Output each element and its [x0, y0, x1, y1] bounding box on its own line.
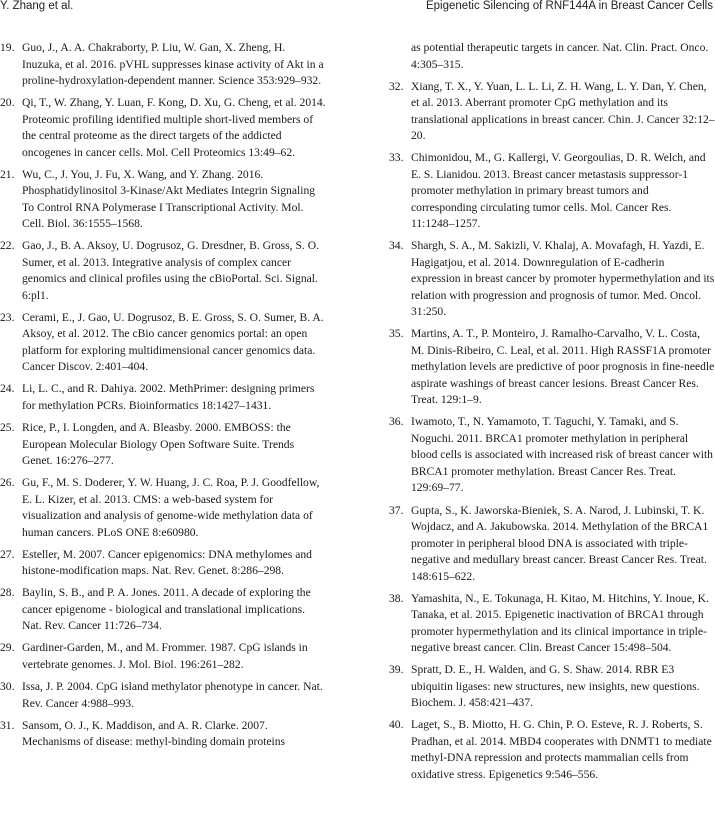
reference-number: 33.	[389, 151, 404, 165]
reference-item	[0, 238, 326, 304]
reference-item	[389, 591, 715, 657]
reference-item	[389, 414, 715, 497]
references-right-column	[389, 40, 715, 789]
running-header	[0, 0, 715, 22]
reference-number: 35.	[389, 327, 404, 341]
reference-number: 26.	[0, 476, 15, 490]
reference-text: Spratt, D. E., H. Walden, and G. S. Shaw. 2014. RBR E3 ubiquitin ligases: new structures, new insights, new questions. Biochem. J. 458:421–437.	[411, 663, 700, 710]
reference-item	[0, 718, 326, 751]
reference-item	[0, 40, 326, 90]
reference-text: Iwamoto, T., N. Yamamoto, T. Taguchi, Y. Tamaki, and S. Noguchi. 2011. BRCA1 promoter methylation in peripheral blood cells is associated with increased risk of breast cancer with BRCA1 promoter methylation. Breast Cancer Res. Treat. 129:69–77.	[411, 415, 713, 495]
reference-text: Shargh, S. A., M. Sakizli, V. Khalaj, A. Movafagh, H. Yazdi, E. Hagigatjou, et al. 2014. Downregulation of E-cadherin expression in breast cancer by promoter hypermethylation and its relation with progression and prognosis of tumor. Med. Oncol. 31:250.	[411, 239, 715, 319]
reference-text: as potential therapeutic targets in cancer. Nat. Clin. Pract. Onco. 4:305–315.	[411, 41, 709, 71]
reference-item	[0, 95, 326, 161]
reference-text: Martins, A. T., P. Monteiro, J. Ramalho-Carvalho, V. L. Costa, M. Dinis-Ribeiro, C. Leal, et al. 2011. High RASSF1A promoter methylation levels are predictive of poor prognosis in fine-needle aspirate washings of breast cancer lesions. Breast Cancer Res. Treat. 129:1–9.	[411, 327, 715, 407]
references-left-column	[0, 40, 326, 756]
reference-text: Esteller, M. 2007. Cancer epigenomics: DNA methylomes and histone-modification maps. Nat. Rev. Genet. 8:286–298.	[22, 547, 312, 578]
reference-item	[389, 717, 715, 783]
reference-item	[389, 79, 715, 145]
reference-number: 30.	[0, 680, 15, 694]
reference-number: 21.	[0, 167, 15, 181]
reference-number: 23.	[0, 310, 15, 324]
reference-text: Cerami, E., J. Gao, U. Dogrusoz, B. E. Gross, S. O. Sumer, B. A. Aksoy, et al. 2012. The cBio cancer genomics portal: an open platform for exploring multidimensional cancer genomics data. Cancer Discov. 2:401–404.	[22, 310, 324, 374]
reference-number: 24.	[0, 382, 15, 396]
reference-number: 40.	[389, 718, 404, 732]
reference-item	[389, 503, 715, 586]
reference-number: 31.	[0, 718, 15, 732]
reference-item	[389, 150, 715, 233]
reference-item	[0, 475, 326, 541]
reference-text: Guo, J., A. A. Chakraborty, P. Liu, W. Gan, X. Zheng, H. Inuzuka, et al. 2016. pVHL suppresses kinase activity of Akt in a proline-hydroxylation-dependent manner. Science 353:929–932.	[22, 41, 324, 87]
reference-item	[389, 326, 715, 409]
reference-item	[389, 662, 715, 712]
reference-text: Qi, T., W. Zhang, Y. Luan, F. Kong, D. Xu, G. Cheng, et al. 2014. Proteomic profiling identified multiple short-lived members of the central proteome as the direct targets of the addicted oncogenes in cancer cells. Mol. Cell Proteomics 13:49–62.	[22, 96, 326, 159]
reference-text: Rice, P., I. Longden, and A. Bleasby. 2000. EMBOSS: the European Molecular Biology Open Software Suite. Trends Genet. 16:276–277.	[22, 421, 295, 468]
reference-text: Baylin, S. B., and P. A. Jones. 2011. A decade of exploring the cancer epigenome - biological and translational implications. Nat. Rev. Cancer 11:726–734.	[22, 586, 311, 633]
reference-text: Laget, S., B. Miotto, H. G. Chin, P. O. Esteve, R. J. Roberts, S. Pradhan, et al. 2014. MBD4 cooperates with DNMT1 to mediate methyl-DNA repression and protects mammalian cells from oxidative stress. Epigenetics 9:546–556.	[411, 718, 712, 781]
reference-text: Gupta, S., K. Jaworska-Bieniek, S. A. Narod, J. Lubinski, T. K. Wojdacz, and A. Jakubowska. 2014. Methylation of the BRCA1 promoter in peripheral blood DNA is associated with triple-negative and medullary breast cancer. Breast Cancer Res. Treat. 148:615–622.	[411, 503, 709, 583]
reference-text: Gao, J., B. A. Aksoy, U. Dogrusoz, G. Dresdner, B. Gross, S. O. Sumer, et al. 2013. Integrative analysis of complex cancer genomics and clinical profiles using the cBioPortal. Sci. Signal. 6:pl1.	[22, 239, 319, 302]
reference-item	[0, 640, 326, 673]
reference-number: 20.	[0, 96, 15, 110]
reference-continuation	[389, 40, 715, 73]
reference-text: Xiang, T. X., Y. Yuan, L. L. Li, Z. H. Wang, L. Y. Dan, Y. Chen, et al. 2013. Aberrant promoter CpG methylation and its translational applications in breast cancer. Chin. J. Cancer 32:12–20.	[411, 79, 715, 143]
reference-text: Chimonidou, M., G. Kallergi, V. Georgoulias, D. R. Welch, and E. S. Lianidou. 2013. Breast cancer metastasis suppressor-1 promoter methylation in primary breast tumors and corresponding circulating tumor cells. Mol. Cancer Res. 11:1248–1257.	[411, 151, 706, 231]
header-authors: Y. Zhang et al.	[0, 0, 74, 12]
reference-number: 27.	[0, 547, 15, 561]
reference-item	[389, 238, 715, 321]
reference-text: Sansom, O. J., K. Maddison, and A. R. Clarke. 2007. Mechanisms of disease: methyl-binding domain proteins	[22, 718, 286, 749]
reference-number: 39.	[389, 663, 404, 677]
reference-number: 36.	[389, 415, 404, 429]
reference-item	[0, 381, 326, 414]
reference-text: Li, L. C., and R. Dahiya. 2002. MethPrimer: designing primers for methylation PCRs. Bioinformatics 18:1427–1431.	[22, 382, 315, 412]
reference-number: 38.	[389, 591, 404, 605]
reference-text: Wu, C., J. You, J. Fu, X. Wang, and Y. Zhang. 2016. Phosphatidylinositol 3-Kinase/Akt Mediates Integrin Signaling To Control RNA Polymerase I Transcriptional Activity. Mol. Cell. Biol. 36:1555–1568.	[22, 167, 316, 231]
reference-item	[0, 310, 326, 376]
reference-number: 22.	[0, 239, 15, 253]
reference-item	[0, 547, 326, 580]
reference-text: Gardiner-Garden, M., and M. Frommer. 1987. CpG islands in vertebrate genomes. J. Mol. Biol. 196:261–282.	[22, 641, 308, 671]
reference-number: 34.	[389, 239, 404, 253]
reference-item	[0, 679, 326, 712]
reference-number: 29.	[0, 641, 15, 655]
reference-number: 37.	[389, 503, 404, 517]
reference-number: 32.	[389, 79, 404, 93]
reference-text: Issa, J. P. 2004. CpG island methylator phenotype in cancer. Nat. Rev. Cancer 4:988–993.	[22, 680, 323, 710]
reference-text: Gu, F., M. S. Doderer, Y. W. Huang, J. C. Roa, P. J. Goodfellow, E. L. Kizer, et al. 2013. CMS: a web-based system for visualization and analysis of genome-wide methylation data of human cancers. PLoS ONE 8:e60980.	[22, 476, 320, 539]
header-title: Epigenetic Silencing of RNF144A in Breast Cancer Cells	[425, 0, 713, 12]
reference-item	[0, 585, 326, 635]
reference-number: 28.	[0, 586, 15, 600]
reference-number: 19.	[0, 41, 15, 54]
reference-text: Yamashita, N., E. Tokunaga, H. Kitao, M. Hitchins, Y. Inoue, K. Tanaka, et al. 2015. Epigenetic inactivation of BRCA1 through promoter hypermethylation and its clinical importance in triple-negative breast cancer. Clin. Breast Cancer 15:498–504.	[411, 591, 709, 655]
reference-item	[0, 167, 326, 233]
reference-item	[0, 420, 326, 470]
reference-number: 25.	[0, 421, 15, 435]
